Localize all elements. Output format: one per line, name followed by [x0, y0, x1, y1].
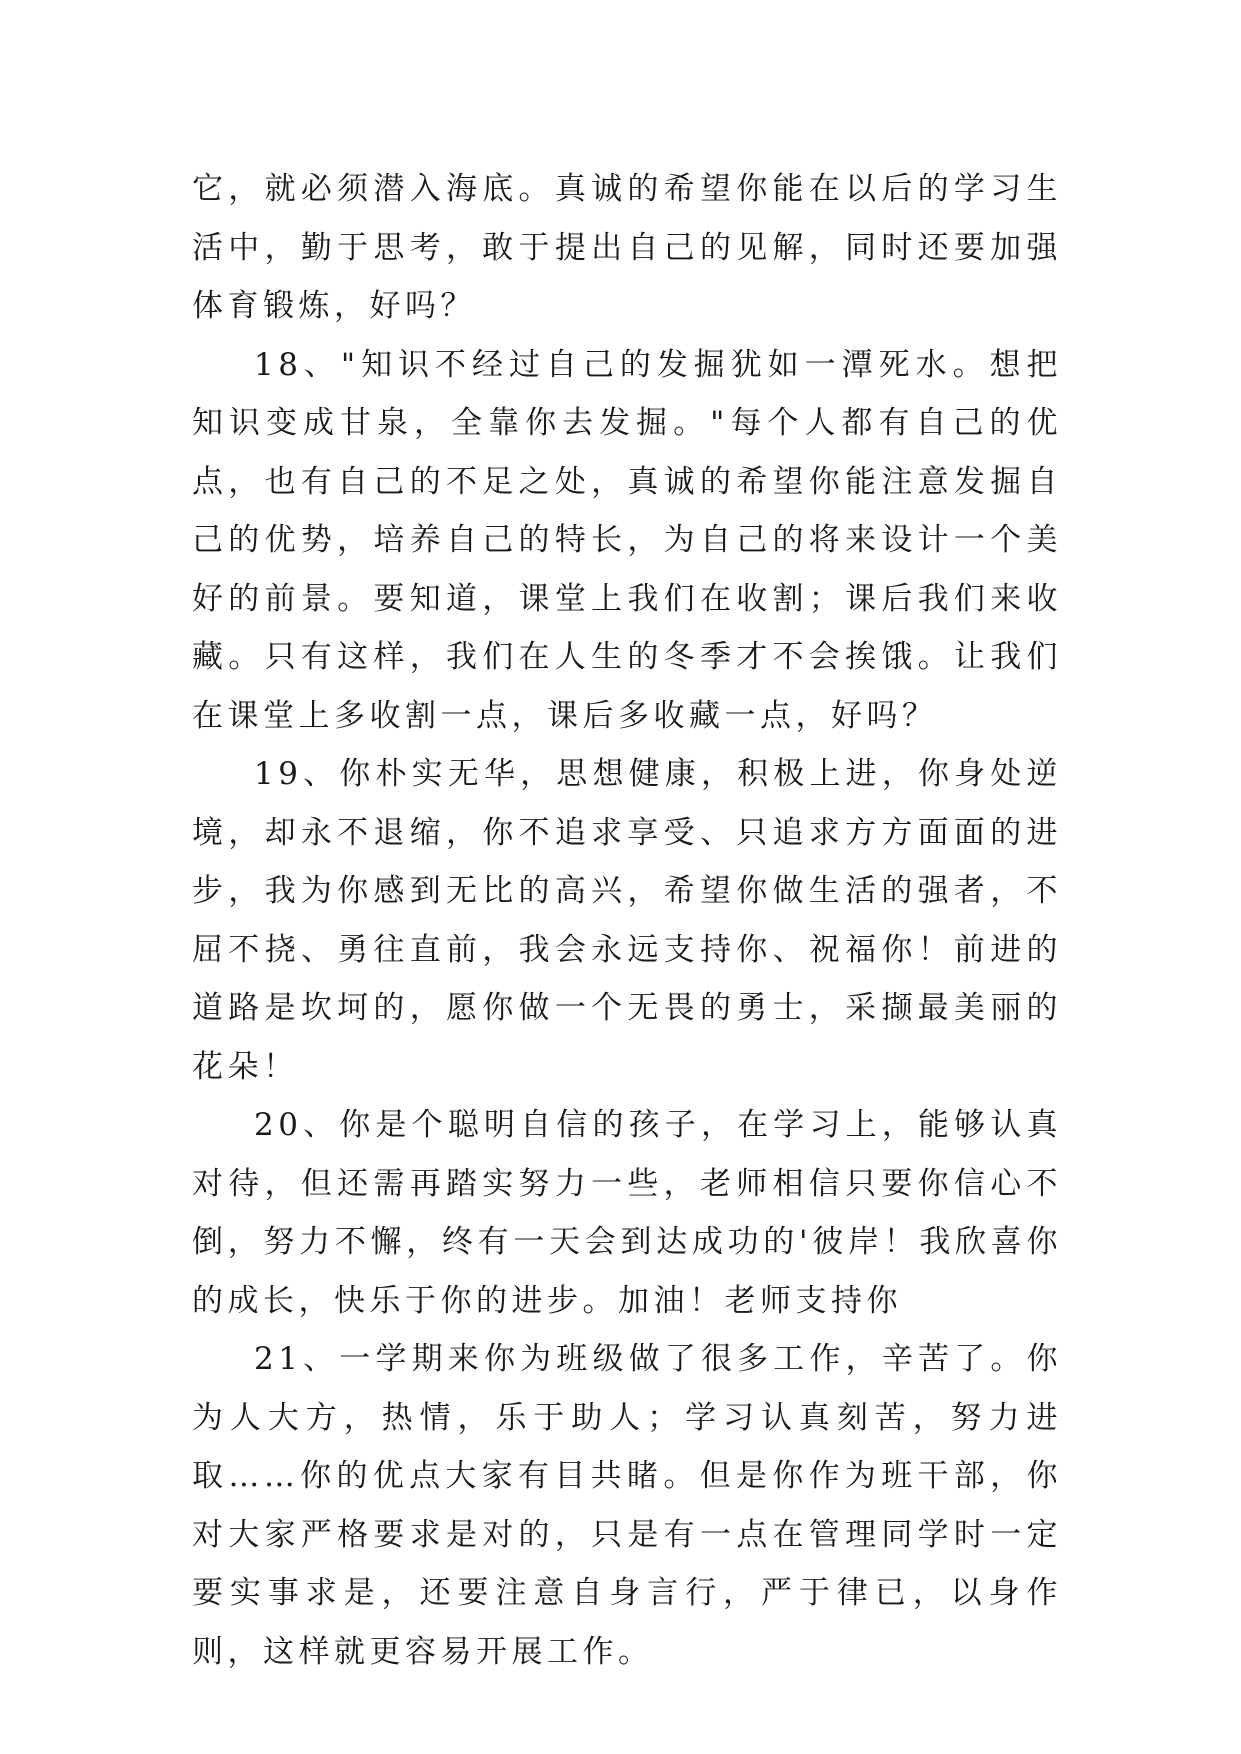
paragraph-continuation: 它，就必须潜入海底。真诚的希望你能在以后的学习生活中，勤于思考，敢于提出自己的见解，同时还要加强体育锻炼，好吗？: [192, 171, 1062, 324]
paragraph-19: 19、你朴实无华，思想健康，积极上进，你身处逆境，却永不退缩，你不追求享受、只追求方方面面的进步，我为你感到无比的高兴，希望你做生活的强者，不屈不挠、勇往直前，我会永远支持你、祝福你！前进的道路是坎坷的，愿你做一个无畏的勇士，采撷最美丽的花朵！: [192, 756, 1062, 1085]
paragraph-18: 18、"知识不经过自己的发掘犹如一潭死水。想把知识变成甘泉，全靠你去发掘。"每个人都有自己的优点，也有自己的不足之处，真诚的希望你能注意发掘自己的优势，培养自己的特长，为自己的将来设计一个美好的前景。要知道，课堂上我们在收割；课后我们来收藏。只有这样，我们在人生的冬季才不会挨饿。让我们在课堂上多收割一点，课后多收藏一点，好吗？: [192, 346, 1062, 734]
paragraph-21: 21、一学期来你为班级做了很多工作，辛苦了。你为人大方，热情，乐于助人；学习认真刻苦，努力进取……你的优点大家有目共睹。但是你作为班干部，你对大家严格要求是对的，只是有一点在管理同学时一定要实事求是，还要注意自身言行，严于律已，以身作则，这样就更容易开展工作。: [192, 1341, 1062, 1670]
paragraph-20: 20、你是个聪明自信的孩子，在学习上，能够认真对待，但还需再踏实努力一些，老师相信只要你信心不倒，努力不懈，终有一天会到达成功的'彼岸！我欣喜你的成长，快乐于你的进步。加油！老师支持你: [192, 1107, 1062, 1319]
body-text: [192, 160, 1062, 1681]
